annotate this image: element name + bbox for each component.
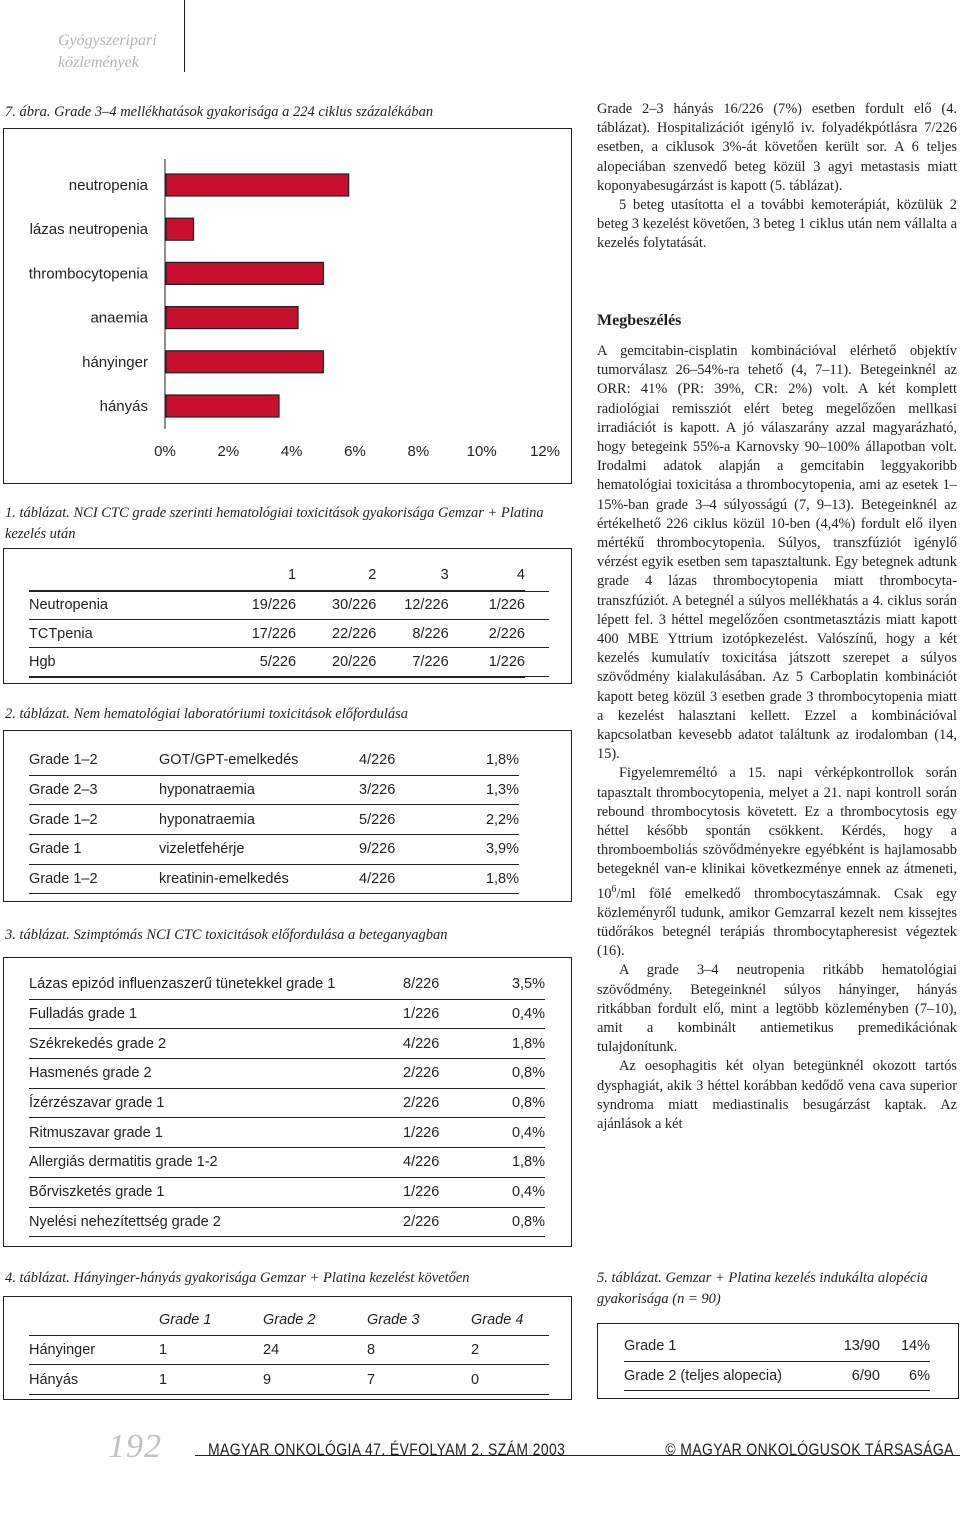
table5-caption <box>597 1268 957 1310</box>
body-paragraph: Az oesophagitis két olyan betegünknél okozott tartós dysphagiát, akik 3 héttel korábban kedődő vena cava superior syndroma miatt mediastinalis besugárzást kaptak. Az ajánlások a két <box>597 1058 957 1132</box>
table-cell: 4/226 <box>403 1029 475 1059</box>
table-cell: Fulladás grade 1 <box>29 999 403 1029</box>
table-cell: 3,5% <box>475 970 545 999</box>
table-cell: 0,8% <box>475 1088 545 1118</box>
table-row <box>29 590 525 619</box>
table1-header-cell: 2 <box>296 561 376 590</box>
table-cell: 6/90 <box>820 1361 890 1391</box>
table-cell: 1/226 <box>488 597 525 614</box>
table-cell: 8 <box>367 1335 471 1365</box>
footer-journal-title: MAGYAR ONKOLÓGIA 47. ÉVFOLYAM 2. SZÁM 2003 <box>208 1440 566 1459</box>
table-cell: 0,8% <box>475 1059 545 1089</box>
table-row <box>29 970 545 999</box>
table-row <box>29 1118 545 1148</box>
table4-caption-text: Hányinger-hányás gyakorisága Gemzar + Platina kezelést követően <box>73 1270 470 1286</box>
table-cell: Grade 1–2 <box>29 746 159 775</box>
table4-caption <box>5 1268 565 1289</box>
table-cell: 14% <box>890 1332 930 1361</box>
table1-header-cell: 4 <box>449 561 525 590</box>
body-paragraph: A grade 3–4 neutropenia ritkább hematológiai szövődmény. Betegeinknél súlyos hányinger, hányás ritkábban fordult elő, mint a legtöbb közleményben (7–10), amit a kombinált antiemetikus premedikációnak tulajdonítunk. <box>597 962 957 1056</box>
table-cell: Grade 2 (teljes alopecia) <box>624 1361 820 1391</box>
table4-header-row <box>29 1306 549 1335</box>
table1-header-row <box>29 561 525 590</box>
table1-rule <box>29 647 549 648</box>
table-cell: 1,3% <box>449 775 519 805</box>
bar <box>166 262 323 284</box>
table-cell: 9 <box>263 1365 367 1395</box>
table-row <box>29 746 519 775</box>
table-cell: 9/226 <box>359 835 449 865</box>
table-row <box>29 999 545 1029</box>
table-cell: 13/90 <box>820 1332 890 1361</box>
table-cell: Grade 1 <box>624 1332 820 1361</box>
bar <box>166 218 194 240</box>
table-cell: 2/226 <box>403 1088 475 1118</box>
bar-chart <box>3 128 572 484</box>
table4-caption-number: 4. táblázat. <box>5 1270 70 1286</box>
table1-caption-number: 1. táblázat. <box>5 505 70 521</box>
table-cell: Grade 2–3 <box>29 775 159 805</box>
right-column <box>597 100 957 254</box>
table-cell: 1,8% <box>449 746 519 775</box>
table-row <box>29 1059 545 1089</box>
table-row <box>29 648 525 677</box>
table-cell: 12/226 <box>404 597 449 614</box>
table-row <box>29 805 519 835</box>
table-row <box>29 864 519 894</box>
table-cell: 22/226 <box>332 625 377 642</box>
table-cell: 5/226 <box>220 648 296 677</box>
category-label: anaemia <box>90 309 148 327</box>
figure-caption-text: Grade 3–4 mellékhatások gyakorisága a 224 ciklus százalékában <box>54 104 434 120</box>
table-cell: Hgb <box>29 648 220 677</box>
table1-caption-text: NCI CTC grade szerinti hematológiai toxicitások gyakorisága Gemzar + Platina kezelés után <box>5 505 544 542</box>
table-cell: 8/226 <box>412 625 449 642</box>
table-cell: Hasmenés grade 2 <box>29 1059 403 1089</box>
table-row <box>29 775 519 805</box>
x-tick-label: 4% <box>280 443 303 460</box>
table1-header-cell: 1 <box>220 561 296 590</box>
table-cell: 24 <box>263 1335 367 1365</box>
footer-copyright: © MAGYAR ONKOLÓGUSOK TÁRSASÁGA <box>665 1440 954 1459</box>
table-cell: 1/226 <box>449 648 525 677</box>
table-cell: Lázas epizód influenzaszerű tünetekkel grade 1 <box>29 970 403 999</box>
table-cell: 30/226 <box>332 597 377 614</box>
bar <box>166 395 279 417</box>
table-cell: kreatinin-emelkedés <box>159 864 359 894</box>
table4-header-cell: Grade 4 <box>471 1306 549 1335</box>
body-paragraph: 5 beteg utasította el a további kemoterápiát, közülük 2 beteg 3 kezelést követően, 3 beteg 1 ciklus után nem vállalta a kezelés folytatását. <box>597 197 957 252</box>
journal-section-label: Gyógyszeripari közlemények <box>58 32 157 71</box>
table3-caption-number: 3. táblázat. <box>5 927 70 943</box>
table-cell: Nyelési nehezítettség grade 2 <box>29 1207 403 1237</box>
table-cell: Bőrviszketés grade 1 <box>29 1177 403 1207</box>
table1-caption <box>5 503 565 545</box>
table1-rule <box>29 676 549 677</box>
table5-caption-number: 5. táblázat. <box>597 1270 662 1286</box>
table-row <box>624 1332 930 1361</box>
table-cell: 4/226 <box>359 746 449 775</box>
table-row <box>29 1365 549 1395</box>
superscript: 6 <box>611 883 617 895</box>
table-cell: Hányás <box>29 1365 159 1395</box>
x-tick-label: 6% <box>344 443 366 460</box>
table-cell: vizeletfehérje <box>159 835 359 865</box>
table-cell: 17/226 <box>251 625 297 642</box>
x-tick-label: 12% <box>529 443 561 460</box>
table-cell: Allergiás dermatitis grade 1-2 <box>29 1148 403 1178</box>
body-paragraph: Grade 2–3 hányás 16/226 (7%) esetben fordult elő (4. táblázat). Hospitalizációt igénylő iv. folyadékpótlásra 7/226 esetben, a ciklusok 3%-át követően került sor. A 6 teljes alopeciában szenvedő beteg közül 3 agyi metastasis miatt koponyabesugárzást is kapott (5. táblázat). <box>597 101 957 194</box>
table-cell: 4/226 <box>403 1148 475 1178</box>
table5-grid <box>624 1332 930 1391</box>
table-cell: 6% <box>890 1361 930 1391</box>
figure-caption-number: 7. ábra. <box>5 104 51 120</box>
table-cell: 1 <box>159 1335 263 1365</box>
table-cell: Grade 1–2 <box>29 864 159 894</box>
table-cell: 2,2% <box>449 805 519 835</box>
bar-chart-svg <box>4 129 571 483</box>
table-row <box>29 1148 545 1178</box>
table-cell: 1/226 <box>403 999 475 1029</box>
body-paragraph: A gemcitabin-cisplatin kombinációval elérhető objektív tumorválasz 26–54%-ra tehető (4, 7–11). Betegeinknél az ORR: 41% (PR: 39%, CR: 2%) volt. A két komplett radiológiai remissziót elért beteg megelőzően mellkasi irradiációt is kapott. A jó válaszarány azzal magyarázható, hogy betegeink 55%-a Karnovsky 90–100% állapotban volt. Irodalmi adatok alapján a gemcitabin leggyakoribb hematológiai toxicitása a thrombocytopenia, ami az esetek 1–15%-ban grade 3–4 súlyosságú (7, 9–13). Betegeinknél az értékelhető 226 ciklus közül 10-ben (4,4%) fordult elő ilyen mértékű thrombocytopenia. Súlyos, transzfúziót igénylő vérzést egyik esetben sem tapasztaltunk. Egy betegnek adtunk grade 4 lázas thrombocytopenia miatt thrombocyta-transzfúziót. A betegnél a súlyos mellékhatás a 4. ciklus során lépett fel. 3 héttel megelőzően csontmetasztázis miatt kapott 400 MBE Yttrium izotópkezelést. Valószínű, hogy a két kezelés kumulatív toxicitása játszott szerepet a súlyos szövődmény kialakulásában. Az 5 Carboplatin kombinációt kapott beteg közül 3 esetben grade 3 thrombocytopenia miatt a kezelést halasztani kellett. Ezzel a kombinációval kapcsolatban kevesebb adatot találtunk az irodalomban (14, 15). <box>597 343 957 763</box>
table-row <box>29 619 525 648</box>
body-text-run: Figyelemreméltó a 15. napi vérképkontrollok során tapasztalt thrombocytopenia, melyet a 21. napi kontroll során rebound thrombocytosis követett. Ez a thrombocytosis egy héttel később spontán csökkent. Kérdés, hogy a thromboemboliás szövődményekre egyébként is hajlamosabb betegeknél van-e klinikai következménye ennek az átmeneti, 10 <box>597 765 957 902</box>
table1-header-cell: 3 <box>376 561 448 590</box>
bar <box>166 174 349 196</box>
table-cell: Grade 1–2 <box>29 805 159 835</box>
table3-caption <box>5 925 565 946</box>
table-cell: 0 <box>471 1365 549 1395</box>
table-cell: 5/226 <box>359 805 449 835</box>
table-cell: 2/226 <box>488 625 525 642</box>
page-number: 192 <box>108 1428 162 1465</box>
table-cell: 19/226 <box>251 597 297 614</box>
bar <box>166 307 298 329</box>
table-row <box>29 1207 545 1237</box>
table-cell: Neutropenia <box>29 597 108 614</box>
table-row <box>29 1177 545 1207</box>
table2-caption-number: 2. táblázat. <box>5 706 70 722</box>
table-cell: 3/226 <box>359 775 449 805</box>
table-cell: 7 <box>367 1365 471 1395</box>
table-cell: 1,8% <box>475 1029 545 1059</box>
table2-grid <box>29 746 519 894</box>
figure-caption <box>5 102 580 123</box>
x-tick-label: 10% <box>466 443 497 460</box>
table-cell: Ízérzészavar grade 1 <box>29 1088 403 1118</box>
table-cell: 20/226 <box>296 648 376 677</box>
table-cell: TCTpenia <box>29 625 93 642</box>
table-cell: 2/226 <box>403 1207 475 1237</box>
table-cell: 4/226 <box>359 864 449 894</box>
table1-rule <box>29 619 549 620</box>
body-paragraph <box>597 764 957 961</box>
table-row <box>624 1361 930 1391</box>
body-text-run: /ml fölé emelkedő thrombocytaszámnak. Csak egy közleményről tudunk, amikor Gemzarral kezelt nem kissejtes tüdőrákos betegnél terápiás thrombocytapheresist végeztek (16). <box>597 885 957 960</box>
category-label: thrombocytopenia <box>28 265 148 283</box>
table-cell: Grade 1 <box>29 835 159 865</box>
table-cell: 1,8% <box>449 864 519 894</box>
table-cell: 1,8% <box>475 1148 545 1178</box>
table-cell: 0,4% <box>475 1118 545 1148</box>
table-cell: hyponatraemia <box>159 805 359 835</box>
table-cell: Székrekedés grade 2 <box>29 1029 403 1059</box>
table-cell: Hányinger <box>29 1335 159 1365</box>
bar <box>166 351 323 373</box>
header-divider <box>184 0 185 72</box>
table-cell: 1/226 <box>403 1118 475 1148</box>
table4-header-cell: Grade 3 <box>367 1306 471 1335</box>
table-cell: 3,9% <box>449 835 519 865</box>
table-cell: 0,4% <box>475 999 545 1029</box>
table-cell: 8/226 <box>403 970 475 999</box>
table-row <box>29 835 519 865</box>
table1-rule <box>29 591 549 592</box>
category-label: hányás <box>99 398 148 415</box>
category-label: hányinger <box>82 353 148 371</box>
category-label: lázas neutropenia <box>29 221 148 239</box>
table-cell: 0,4% <box>475 1177 545 1207</box>
table-cell: GOT/GPT-emelkedés <box>159 746 359 775</box>
table-cell: 1/226 <box>403 1177 475 1207</box>
table3-caption-text: Szimptómás NCI CTC toxicitások előfordulása a beteganyagban <box>73 927 448 943</box>
table-cell: Ritmuszavar grade 1 <box>29 1118 403 1148</box>
table-cell: 0,8% <box>475 1207 545 1237</box>
table-row <box>29 1088 545 1118</box>
table3-grid <box>29 970 545 1237</box>
x-tick-label: 2% <box>217 443 240 460</box>
section-heading: Megbeszélés <box>597 312 682 329</box>
table-row <box>29 1335 549 1365</box>
table-cell: hyponatraemia <box>159 775 359 805</box>
table-cell: 2 <box>471 1335 549 1365</box>
table4-header-cell: Grade 2 <box>263 1306 367 1335</box>
x-tick-label: 8% <box>407 443 430 460</box>
discussion-text <box>597 342 957 1134</box>
table4-grid <box>29 1306 549 1395</box>
table-cell: 1 <box>159 1365 263 1395</box>
x-tick-label: 0% <box>154 443 176 460</box>
table5-caption-text: Gemzar + Platina kezelés indukálta alopécia gyakorisága (n = 90) <box>597 1270 928 1307</box>
table4-header-cell: Grade 1 <box>159 1306 263 1335</box>
category-label: neutropenia <box>68 177 148 194</box>
table2-caption-text: Nem hematológiai laboratóriumi toxicitások előfordulása <box>73 706 409 722</box>
table-cell: 7/226 <box>376 648 448 677</box>
table2-caption <box>5 704 565 725</box>
table-row <box>29 1029 545 1059</box>
table-cell: 2/226 <box>403 1059 475 1089</box>
